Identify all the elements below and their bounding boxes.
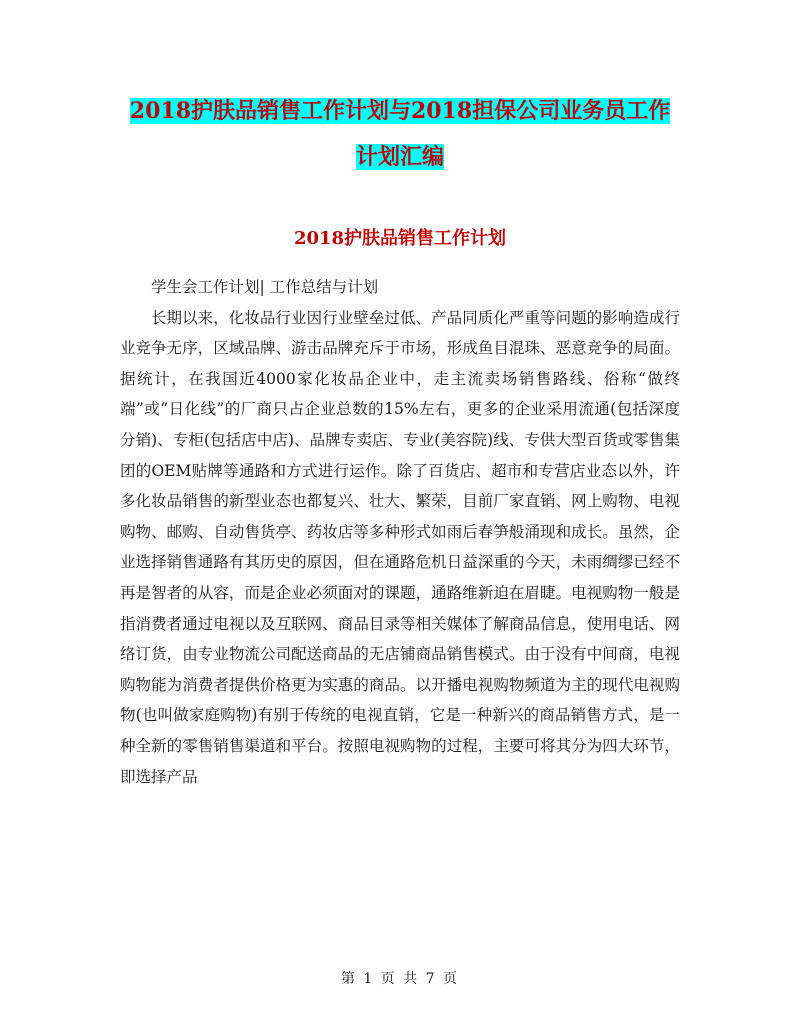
document-title-line2: 计划汇编 [355, 144, 444, 170]
document-title [120, 88, 680, 180]
body-paragraph: 长期以来，化妆品行业因行业壁垒过低、产品同质化严重等问题的影响造成行业竞争无序，区域品牌、游击品牌充斥于市场，形成鱼目混珠、恶意竞争的局面。据统计，在我国近4000家化妆品企业中，走主流卖场销售路线、俗称“做终端”或“日化线”的厂商只占企业总数的15%左右，更多的企业采用流通(包括深度分销)、专柜(包括店中店)、品牌专卖店、专业(美容院)线、专供大型百货或零售集团的OEM贴牌等通路和方式进行运作。除了百货店、超市和专营店业态以外，许多化妆品销售的新型业态也都复兴、壮大、繁荣，目前厂家直销、网上购物、电视购物、邮购、自动售货亭、药妆店等多种形式如雨后春笋般涌现和成长。虽然，企业选择销售通路有其历史的原因，但在通路危机日益深重的今天，未雨绸缪已经不再是智者的从容，而是企业必须面对的课题，通路维新迫在眉睫。电视购物一般是指消费者通过电视以及互联网、商品目录等相关媒体了解商品信息，使用电话、网络订货，由专业物流公司配送商品的无店铺商品销售模式。由于没有中间商，电视购物能为消费者提供价格更为实惠的商品。以开播电视购物频道为主的现代电视购物(也叫做家庭购物)有别于传统的电视直销，它是一种新兴的商品销售方式，是一种全新的零售销售渠道和平台。按照电视购物的过程，主要可将其分为四大环节，即选择产品 [120, 308, 680, 786]
page-footer: 第 1 页 共 7 页 [340, 971, 460, 987]
section-title: 2018护肤品销售工作计划 [293, 228, 507, 249]
body-text [120, 272, 680, 792]
document-title-line1: 2018护肤品销售工作计划与2018担保公司业务员工作 [129, 98, 671, 124]
tagline: 学生会工作计划| 工作总结与计划 [151, 278, 379, 296]
